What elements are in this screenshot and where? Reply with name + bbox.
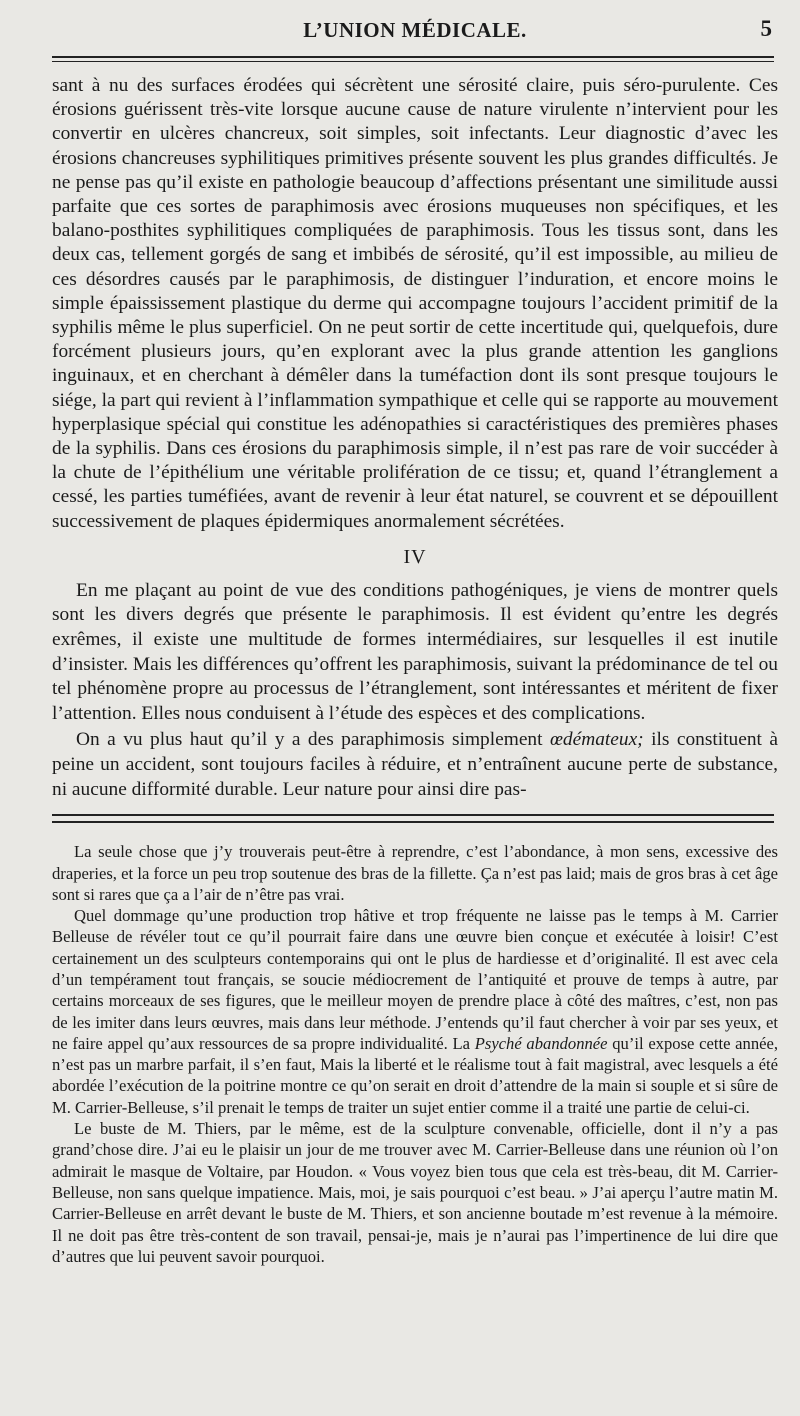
text-run: Quel dommage qu’une production trop hâtive et trop fréquente ne laisse pas le temps à M. Carrier Belleuse de révéler tout ce qu’il pourrait faire dans une œuvre bien conçue et exécutée à loisir! C’est certainement un des sculpteurs contemporains qui ont le plus de hardiesse et d’originalité. Il est avec cela d’un tempérament tout français, se soucie médiocrement de l’antiquité et prouve de temps à autre, par certains morceaux de ses figures, que le meilleur moyen de prendre place à côté des maîtres, c’est, non pas de les imiter dans leurs œuvres, mais dans leur méthode. J’entends qu’il faut chercher à voir par ses yeux, et ne faire appel qu’aux ressources de sa propre individualité. La: [52, 906, 778, 1053]
text-run: ils constituent à peine un accident, sont toujours faciles à réduire, et n’entraînent aucune perte de substance, ni aucune difformité durable. Leur nature pour ainsi dire pas-: [52, 729, 778, 800]
article-paragraph: En me plaçant au point de vue des conditions pathogéniques, je viens de montrer quels sont les divers degrés que présente le paraphimosis. Il est évident qu’entre les degrés exrêmes, il existe une multitude de formes intermédiaires, sur lesquelles il est inutile d’insister. Mais les différences qu’offrent les paraphimosis, suivant la prédominance de tel ou tel phénomène propre au processus de l’étranglement, sont intéressantes et méritent de fixer l’attention. Elles nous conduisent à l’étude des espèces et des complications.: [52, 579, 778, 724]
page-number: 5: [760, 16, 772, 41]
header-rule: [52, 56, 774, 62]
italic-title: Psyché abandonnée: [474, 1033, 608, 1053]
italic-term: œdémateux;: [549, 729, 644, 751]
article-paragraph: [52, 728, 778, 802]
feuilleton-paragraph: La seule chose que j’y trouverais peut-être à reprendre, c’est l’abondance, à mon sens, excessive des draperies, et la force un peu trop soutenue des bras de la fillette. Ça n’est pas laid; mais de gros bras à cet âge sont si rares que ça a l’air de n’être pas vrai.: [52, 842, 778, 904]
article-paragraph: sant à nu des surfaces érodées qui sécrètent une sérosité claire, puis séro-purulente. Ces érosions guérissent très-vite lorsque aucune cause de nature virulente n’intervient pour les convertir en ulcères chancreux, soit simples, soit infectants. Leur diagnostic d’avec les érosions chancreuses syphilitiques primitives présente souvent les plus grandes difficultés. Je ne pense pas qu’il existe en pathologie beaucoup d’affections présentant une similitude aussi parfaite que ces sortes de paraphimosis avec érosions muqueuses non spécifiques, et les balano-posthites syphilitiques compliquées de paraphimosis. Tous les tissus sont, dans les deux cas, tellement gorgés de sang et imbibés de sérosité, qu’il est impossible, au milieu de ces désordres causés par le paraphimosis, de distinguer l’induration, et encore moins le simple épaississement plastique du derme qui accompagne toujours l’accident primitif de la syphilis même le plus superficiel. On ne peut sortir de cette incertitude qui, quelquefois, dure forcément plusieurs jours, qu’en explorant avec la plus grande attention les ganglions inguinaux, et en cherchant à démêler dans la tuméfaction dont ils sont presque toujours le siége, la part qui revient à l’inflammation sympathique et celle qui se rapporte au mouvement hyperplasique spécial qui constitue les adénopathies si caractéristiques des premières phases de la syphilis. Dans ces érosions du paraphimosis simple, il n’est pas rare de voir succéder à la chute de l’épithélium une véritable prolifération de ce tissu; et, quand l’étranglement a cessé, les parties tuméfiées, avant de revenir à leur état naturel, se couvrent et se dépouillent successivement de plaques épidermiques anormalement sécrétées.: [52, 75, 778, 532]
feuilleton-paragraph: Le buste de M. Thiers, par le même, est de la sculpture convenable, officielle, dont il n’y a pas grand’chose dire. J’ai eu le plaisir un jour de me trouver avec M. Carrier-Belleuse dans une réunion où l’on admirait le masque de Voltaire, par Houdon. « Vous voyez bien tous que cela est très-beau, dit M. Carrier-Belleuse, non sans quelque impatience. Mais, moi, je sais pourquoi c’est beau. » J’ai aperçu l’autre matin M. Carrier-Belleuse en arrêt devant le buste de M. Thiers, et son ancienne boutade m’est revenue à la mémoire. Il ne doit pas être très-content de son travail, pensai-je, mais je n’aurai pas l’impertinence de lui dire que d’autres que lui peuvent savoir pourquoi.: [52, 1119, 778, 1266]
section-heading: IV: [403, 545, 427, 568]
running-head: L’UNION MÉDICALE.: [303, 18, 527, 42]
text-run: qu’il expose cette année, n’est pas un marbre parfait, il s’en faut, Mais la liberté et le réalisme tout à fait magistral, avec lesquels a été abordée l’exécution de la poitrine montre ce qu’on serait en droit d’attendre de la main si souple et si sûre de M. Carrier-Belleuse, s’il prenait le temps de traiter un sujet entier comme il a traité une partie de celui-ci.: [52, 1033, 778, 1117]
feuilleton-body: [52, 841, 778, 1267]
feuilleton-divider: [52, 814, 774, 823]
section-body: [52, 579, 778, 802]
feuilleton-paragraph: [52, 905, 778, 1118]
article-body: [52, 74, 778, 534]
page-header: [52, 16, 778, 52]
text-run: On a vu plus haut qu’il y a des paraphimosis simplement: [76, 729, 550, 751]
